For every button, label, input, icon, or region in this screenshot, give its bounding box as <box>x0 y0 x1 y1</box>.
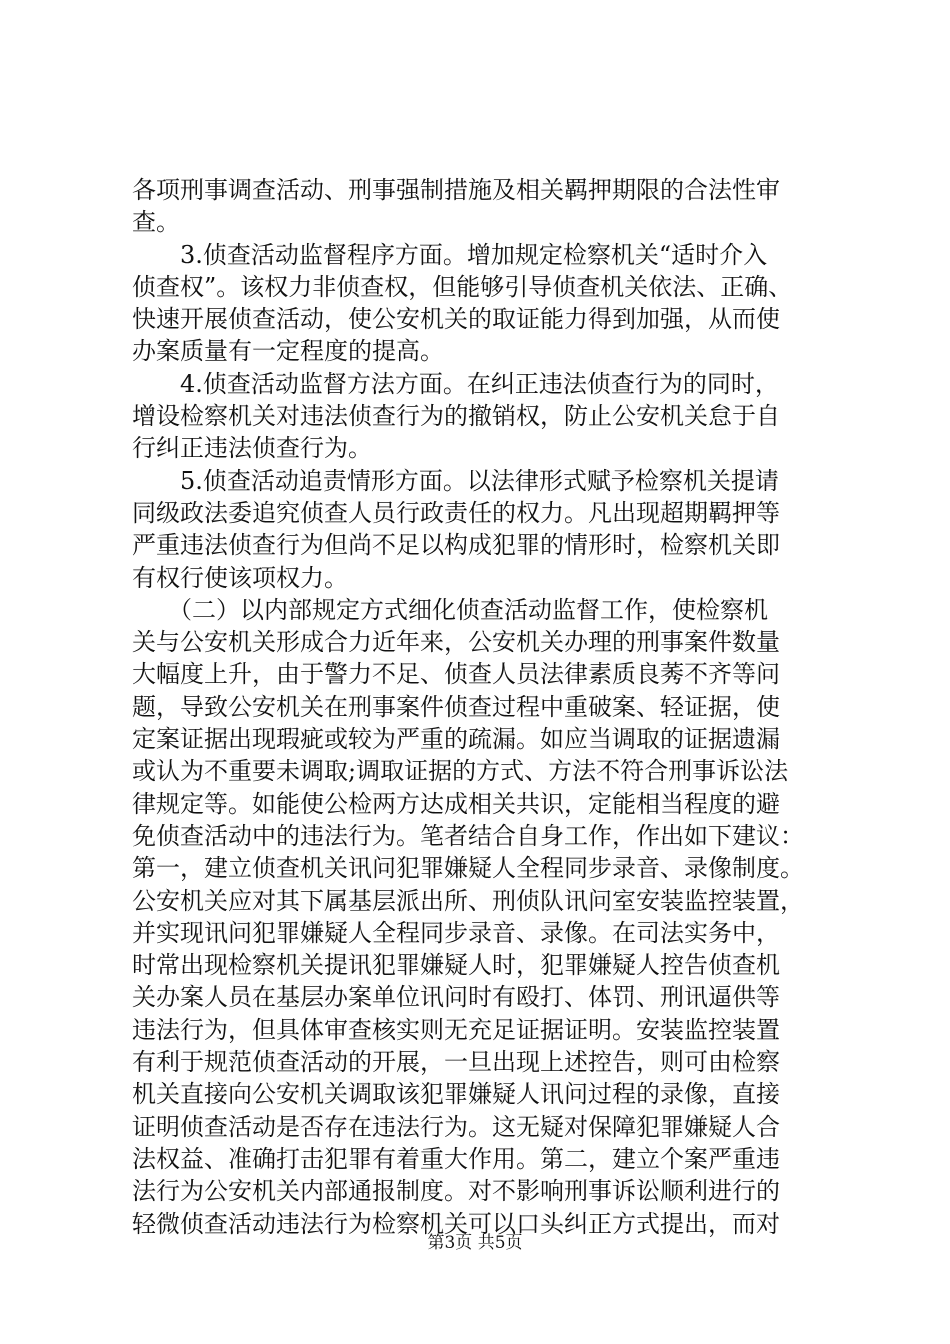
text-line: 时常出现检察机关提讯犯罪嫌疑人时，犯罪嫌疑人控告侦查机 <box>132 951 780 980</box>
text-line: 证明侦查活动是否存在违法行为。这无疑对保障犯罪嫌疑人合 <box>132 1112 780 1141</box>
text-line: 第一，建立侦查机关讯问犯罪嫌疑人全程同步录音、录像制度。 <box>132 854 804 883</box>
text-line: 法权益、准确打击犯罪有着重大作用。第二，建立个案严重违 <box>132 1144 780 1173</box>
text-line: 行纠正违法侦查行为。 <box>132 434 372 463</box>
text-line: 办案质量有一定程度的提高。 <box>132 337 444 366</box>
text-line: 快速开展侦查活动，使公安机关的取证能力得到加强，从而使 <box>132 305 780 334</box>
text-line: 侦查权”。该权力非侦查权，但能够引导侦查机关依法、正确、 <box>132 272 793 301</box>
text-line: 或认为不重要未调取;调取证据的方式、方法不符合刑事诉讼法 <box>132 757 789 786</box>
text-line: 5.侦查活动追责情形方面。以法律形式赋予检察机关提请 <box>132 466 779 495</box>
text-line: 题，导致公安机关在刑事案件侦查过程中重破案、轻证据，使 <box>132 692 780 721</box>
text-line: 机关直接向公安机关调取该犯罪嫌疑人讯问过程的录像，直接 <box>132 1080 780 1109</box>
text-line: 查。 <box>132 208 180 237</box>
text-line: 3.侦查活动监督程序方面。增加规定检察机关“适时介入 <box>132 240 768 269</box>
text-line: 各项刑事调查活动、刑事强制措施及相关羁押期限的合法性审 <box>132 176 780 204</box>
text-line: 法行为公安机关内部通报制度。对不影响刑事诉讼顺利进行的 <box>132 1177 780 1206</box>
page-number-label: 第3页 共5页 <box>427 1233 523 1253</box>
text-line: 有权行使该项权力。 <box>132 563 348 592</box>
text-line: 违法行为，但具体审查核实则无充足证据证明。安装监控装置 <box>132 1015 780 1044</box>
text-line: 增设检察机关对违法侦查行为的撤销权，防止公安机关怠于自 <box>132 402 780 431</box>
text-line: 关与公安机关形成合力近年来，公安机关办理的刑事案件数量 <box>132 628 780 657</box>
text-line: 同级政法委追究侦查人员行政责任的权力。凡出现超期羁押等 <box>132 498 780 527</box>
text-line: 定案证据出现瑕疵或较为严重的疏漏。如应当调取的证据遗漏 <box>132 725 780 754</box>
text-line: 大幅度上升，由于警力不足、侦查人员法律素质良莠不齐等问 <box>132 660 780 689</box>
text-line: 严重违法侦查行为但尚不足以构成犯罪的情形时，检察机关即 <box>132 531 780 560</box>
text-line: 免侦查活动中的违法行为。笔者结合自身工作，作出如下建议： <box>132 821 804 850</box>
text-line: 4.侦查活动监督方法方面。在纠正违法侦查行为的同时， <box>132 369 779 398</box>
text-line: 关办案人员在基层办案单位讯问时有殴打、体罚、刑讯逼供等 <box>132 983 780 1012</box>
text-line: 律规定等。如能使公检两方达成相关共识，定能相当程度的避 <box>132 789 780 818</box>
text-line: 并实现讯问犯罪嫌疑人全程同步录音、录像。在司法实务中， <box>132 918 780 947</box>
text-line: （二）以内部规定方式细化侦查活动监督工作，使检察机 <box>132 595 768 624</box>
text-line: 轻微侦查活动违法行为检察机关可以口头纠正方式提出，而对 <box>132 1209 780 1238</box>
page-footer <box>0 1232 950 1254</box>
text-line: 有利于规范侦查活动的开展，一旦出现上述控告，则可由检察 <box>132 1048 780 1077</box>
body-text <box>132 174 832 1240</box>
text-line: 公安机关应对其下属基层派出所、刑侦队讯问室安装监控装置， <box>132 886 804 915</box>
